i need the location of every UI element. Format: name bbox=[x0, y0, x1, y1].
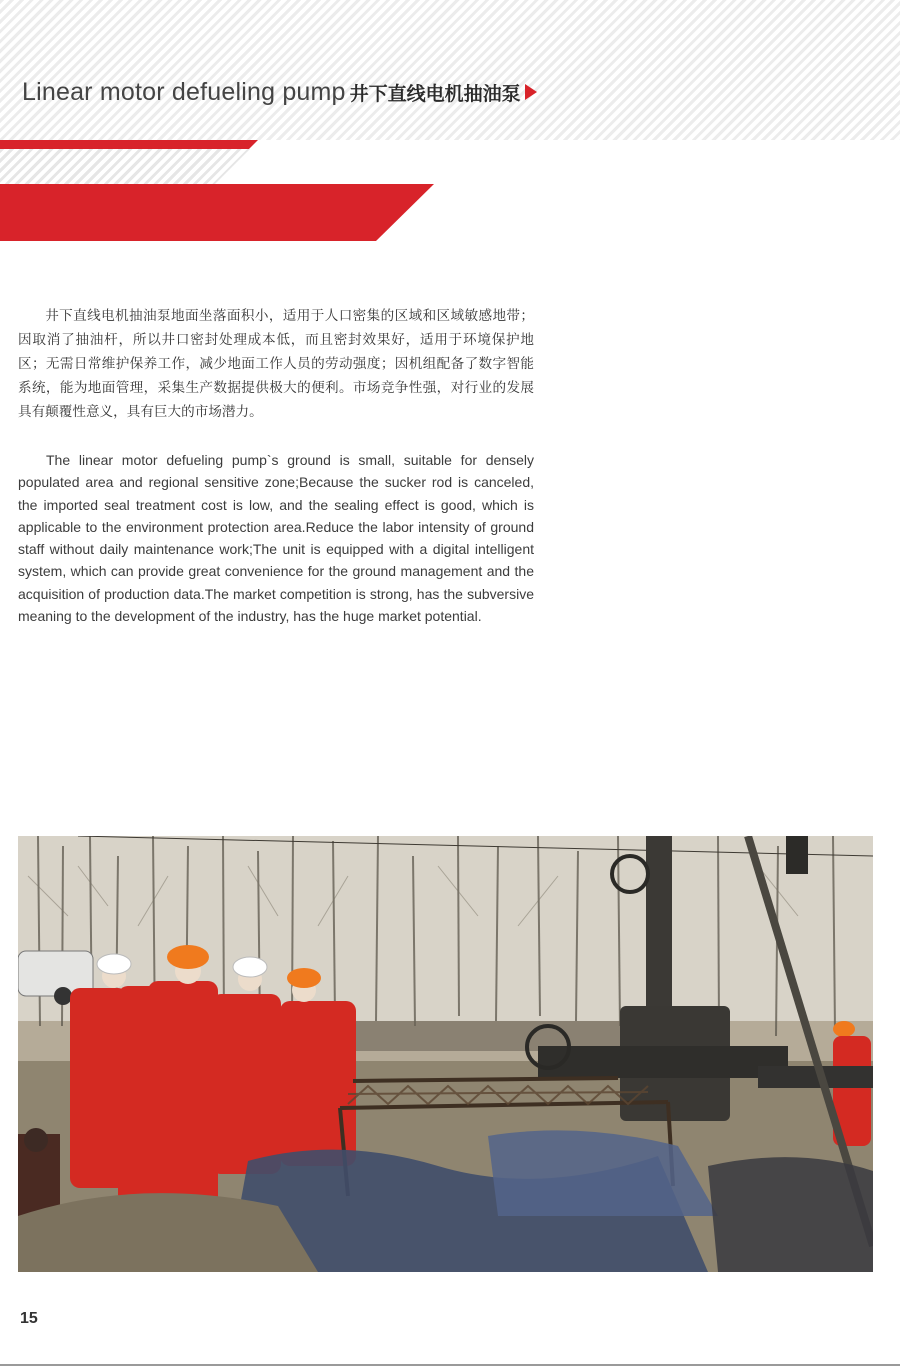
page-title bbox=[22, 74, 537, 110]
thin-red-bar bbox=[0, 140, 258, 149]
hatched-stripe bbox=[0, 149, 250, 184]
thick-red-bar bbox=[0, 184, 434, 241]
title-english: Linear motor defueling pump bbox=[22, 77, 346, 106]
oilfield-photo bbox=[18, 836, 873, 1272]
bottom-divider bbox=[0, 1364, 900, 1366]
paragraph-english: The linear motor defueling pump`s ground is small, suitable for densely populated area and regional sensitive zone;Because the sucker rod is canceled, the imported seal treatment cost is low, and the sealing effect is good, which is applicable to the environment protection area.Reduce the labor intensity of ground staff without daily maintenance work;The unit is equipped with a digital intelligent system, which can provide great convenience for the ground management and the acquisition of production data.The market competition is strong, has the subversive meaning to the development of the industry, has the huge market potential. bbox=[18, 452, 534, 625]
paragraph-chinese: 井下直线电机抽油泵地面坐落面积小，适用于人口密集的区域和区域敏感地带；因取消了抽油杆，所以井口密封处理成本低，而且密封效果好，适用于环境保护地区；无需日常维护保养工作，减少地面工作人员的劳动强度；因机组配备了数字智能系统，能为地面管理，采集生产数据提供极大的便利。市场竞争性强，对行业的发展具有颠覆性意义，具有巨大的市场潜力。 bbox=[18, 308, 534, 420]
play-arrow-icon bbox=[525, 84, 537, 100]
header-hatched-band bbox=[0, 0, 900, 140]
page-number: 15 bbox=[20, 1310, 38, 1327]
title-chinese: 井下直线电机抽油泵 bbox=[349, 82, 521, 105]
